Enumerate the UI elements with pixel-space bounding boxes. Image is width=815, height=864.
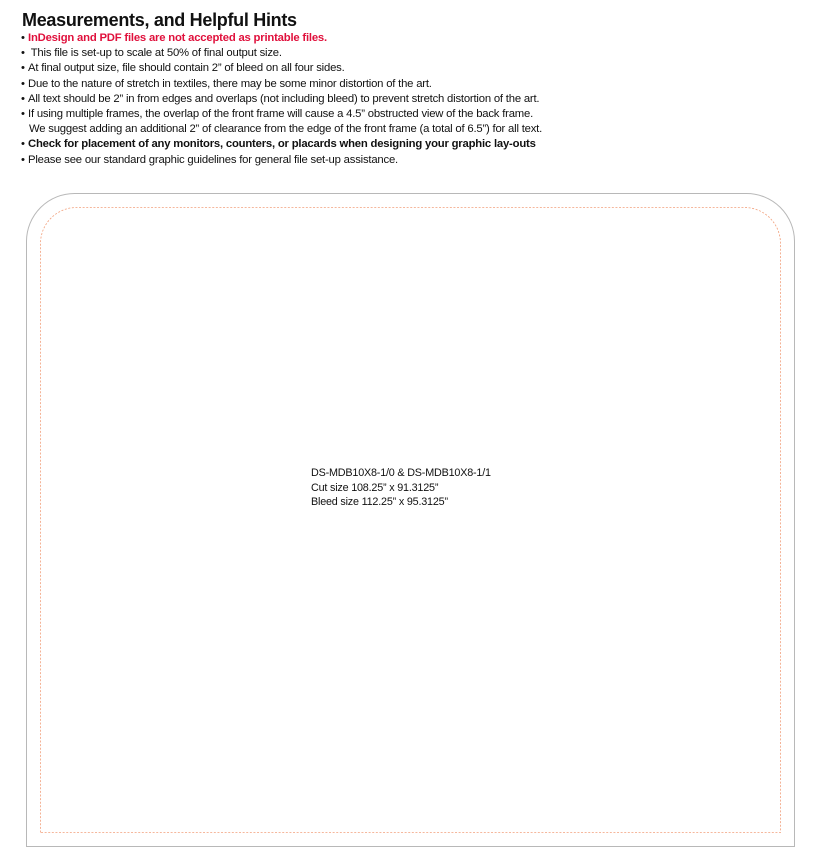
bullet-mark: •: [21, 108, 25, 121]
hint-text: All text should be 2” in from edges and overlaps (not including bleed) to prevent stretch distortion of the art.: [28, 92, 540, 105]
hint-text-placement-check: Check for placement of any monitors, counters, or placards when designing your graphic lay-outs: [28, 138, 536, 151]
hint-text: Please see our standard graphic guidelines for general file set-up assistance.: [28, 153, 398, 166]
bleed-size: Bleed size 112.25” x 95.3125”: [311, 496, 448, 509]
hint-text: At final output size, file should contain 2” of bleed on all four sides.: [28, 62, 345, 75]
size-specifications: [311, 466, 491, 510]
bullet-mark: •: [21, 32, 25, 44]
bullet-mark: •: [21, 92, 25, 105]
bullet-mark: •: [21, 138, 25, 151]
bullet-mark: •: [21, 47, 25, 60]
hint-text-file-format-warning: InDesign and PDF files are not accepted as printable files.: [28, 32, 327, 44]
hint-text: If using multiple frames, the overlap of the front frame will cause a 4.5” obstructed view of the back frame.: [28, 108, 534, 121]
hint-text: We suggest adding an additional 2” of clearance from the edge of the front frame (a total of 6.5”) for all text.: [29, 123, 543, 136]
bullet-mark: •: [21, 153, 25, 166]
bullet-mark: •: [21, 62, 25, 75]
cut-line: [27, 194, 795, 847]
safe-zone-line: [41, 208, 781, 833]
hint-text: Due to the nature of stretch in textiles, there may be some minor distortion of the art.: [28, 77, 432, 90]
hint-text: This file is set-up to scale at 50% of final output size.: [28, 47, 282, 60]
model-number: DS-MDB10X8-1/0 & DS-MDB10X8-1/1: [311, 467, 491, 479]
page-title: Measurements, and Helpful Hints: [22, 10, 297, 30]
cut-size: Cut size 108.25” x 91.3125”: [311, 481, 439, 494]
bullet-mark: •: [21, 77, 25, 90]
